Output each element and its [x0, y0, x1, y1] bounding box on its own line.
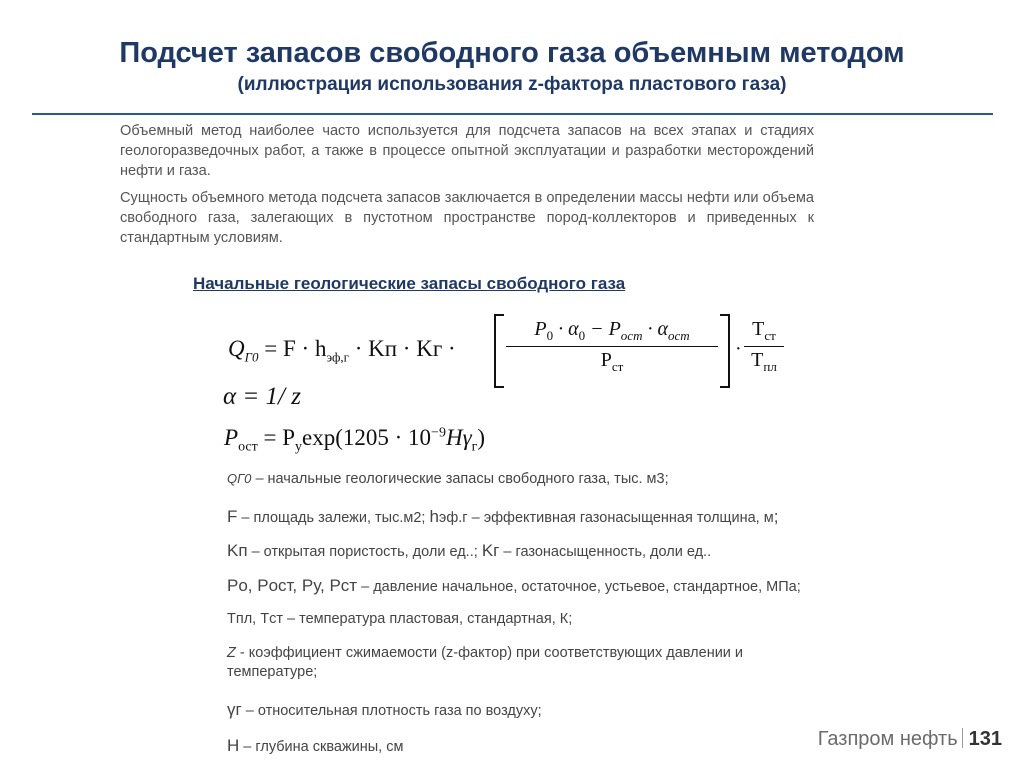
- page-title: Подсчет запасов свободного газа объемным методом: [119, 37, 905, 69]
- q-symbol: Q: [228, 336, 245, 361]
- page-subtitle: (иллюстрация использования z-фактора пластового газа): [237, 74, 787, 95]
- f-h-term: = F · h: [264, 336, 327, 361]
- intro-paragraph-2: Сущность объемного метода подсчета запасов заключается в определении массы нефти или объема свободного газа, залегающих в пустотном пространстве пород-коллекторов и приведенных к стандартным условиям.: [120, 190, 814, 246]
- intro-paragraph-1: Объемный метод наиболее часто используется для подсчета запасов на всех этапах и стадиях геологоразведочных работ, а также в процессе опытной эксплуатации и разработки месторождений нефти и газа.: [120, 123, 814, 179]
- legend-item: Kп – открытая пористость, доли ед..; Kг – газонасыщенность, доли ед..: [227, 541, 712, 560]
- legend-item: Tпл, Tст – температура пластовая, стандартная, К;: [227, 611, 573, 627]
- title-divider: [32, 113, 993, 115]
- footer-brand: [818, 728, 1002, 751]
- legend-item: F – площадь залежи, тыс.м2; hэф.г – эффективная газонасыщенная толщина, м;: [227, 507, 779, 526]
- temperature-denominator: $T_{пл}$: [751, 349, 777, 374]
- h-subscript: эф,г: [326, 349, 349, 365]
- legend-item: Pо, Pост, Pу, Pст – давление начальное, остаточное, устьевое, стандартное, МПа;: [227, 576, 801, 595]
- legend-item: Z - коэффициент сжимаемости (z-фактор) при соответствующих давлении и температуре;: [227, 645, 744, 680]
- q-subscript: Г0: [244, 349, 259, 365]
- right-bracket: [720, 314, 730, 388]
- pressure-fraction: [506, 318, 718, 375]
- temperature-numerator: $T_{ст}$: [744, 318, 784, 347]
- brand-name: Газпром нефть: [817, 728, 958, 750]
- kp-kg-term: · Kп · Kг ·: [354, 336, 456, 361]
- page-number: 131: [968, 728, 1002, 750]
- legend-item: γг – относительная плотность газа по воздуху;: [227, 700, 542, 719]
- alpha-formula: α = 1/ z: [223, 383, 301, 410]
- section-title: Начальные геологические запасы свободного газа: [193, 274, 626, 293]
- temperature-fraction: [744, 318, 784, 375]
- legend-item: QГ0 – начальные геологические запасы свободного газа, тыс. м3;: [227, 471, 669, 487]
- footer-separator: [962, 728, 963, 748]
- residual-pressure-formula: $P_{ост} = P_у\exp(1205 \cdot 10^{-9}H\gamma_г)$: [224, 425, 486, 455]
- mult-dot: ·: [735, 338, 742, 360]
- pressure-numerator: $P_0 \cdot \alpha_0 - P_{ост} \cdot \alpha_{ост}$: [506, 318, 718, 347]
- pressure-denominator: $P_{ст}$: [600, 349, 624, 374]
- formula-left-part: [228, 336, 456, 366]
- legend-item: H – глубина скважины, см: [227, 736, 404, 755]
- left-bracket: [494, 314, 504, 388]
